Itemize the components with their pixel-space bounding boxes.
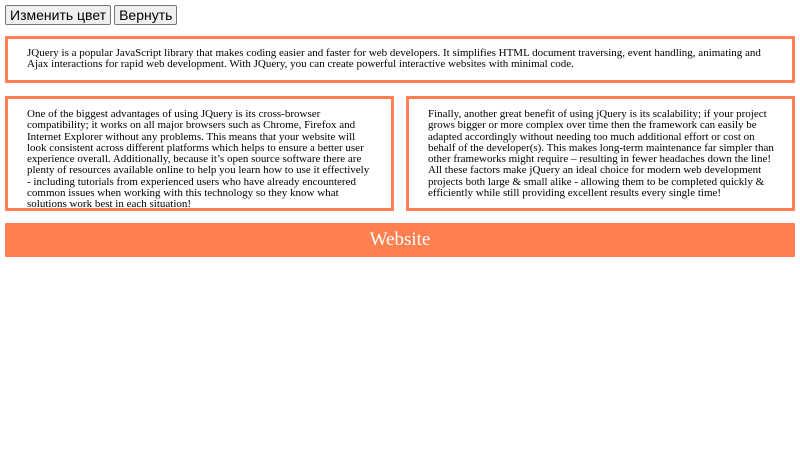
scalability-paragraph: Finally, another great benefit of using jQuery is its scalability; if your project grows bigger or more complex over time then the framework can easily be adapted accordingly without needing too much additional effort or cost on behalf of the developer(s). This makes long-term maintenance far simpler than other frameworks might require – resulting in fewer headaches down the line! All these factors make jQuery an ideal choice for modern web development projects both large & small alike - allowing them to be completed quickly & efficiently while still providing excellent results every single time! [428,108,774,200]
compatibility-paragraph: One of the biggest advantages of using JQuery is its cross-browser compatibility; it works on all major browsers such as Chrome, Firefox and Internet Explorer without any problems. This means that your website will look consistent across different platforms which helps to ensure a better user experience overall. Additionally, because it’s open source software there are plenty of resources available online to help you learn how to use it effectively - including tutorials from experienced users who have already encountered common issues when working with this technology so they know what solutions work best in each situation! [27,108,370,211]
website-bar: Website [5,223,795,257]
scalability-box [406,96,795,211]
compatibility-box [5,96,394,211]
revert-button[interactable]: Вернуть [114,5,177,25]
intro-paragraph: JQuery is a popular JavaScript library that makes coding easier and faster for web developers. It simplifies HTML document traversing, event handling, animating and Ajax interactions for rapid web development. With JQuery, you can create powerful interactive websites with minimal code. [27,47,761,71]
toolbar [5,5,177,25]
change-color-button[interactable]: Изменить цвет [5,5,111,25]
intro-box [5,36,795,83]
